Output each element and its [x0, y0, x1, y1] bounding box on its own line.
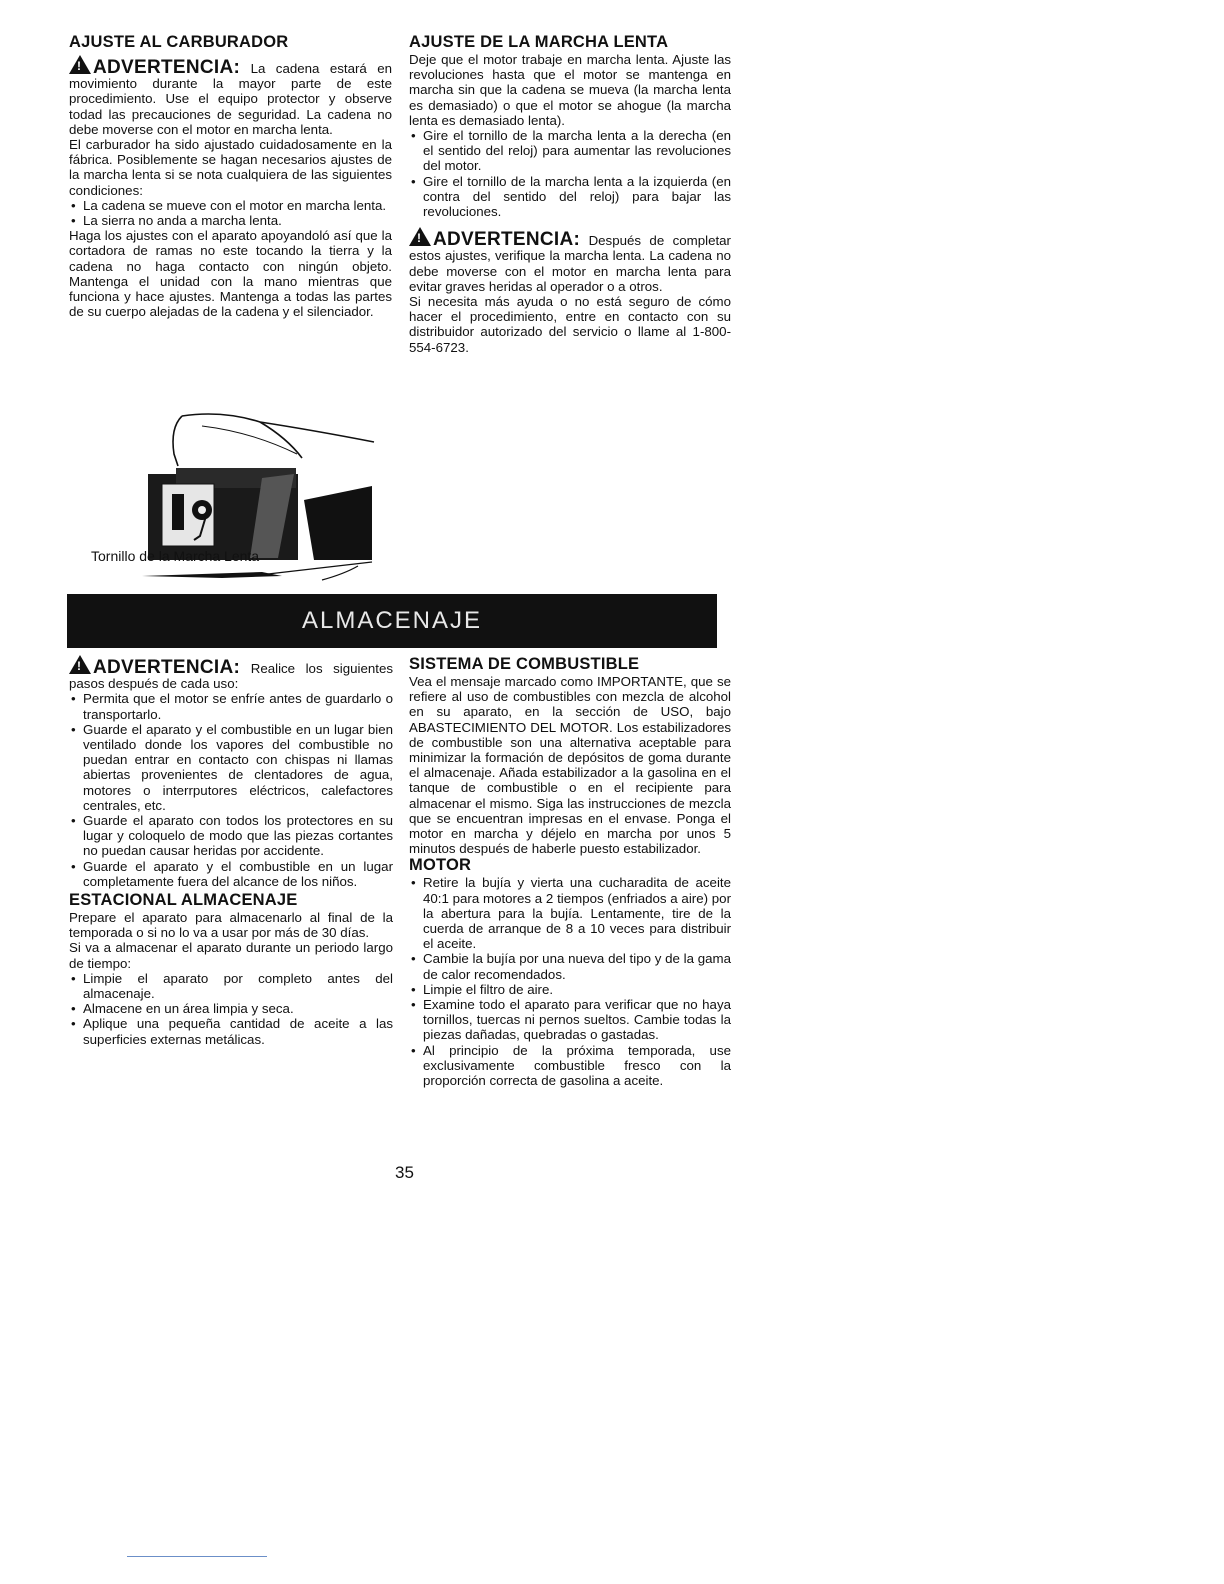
page-number: 35 [395, 1163, 414, 1182]
list-item: • Aplique una pequeña cantidad de aceite a las superficies externas metálicas. [69, 1016, 393, 1046]
fuel-motor-section [409, 655, 731, 1088]
paragraph: Si va a almacenar el aparato durante un periodo largo de tiempo: [69, 940, 393, 971]
list-item: • Al principio de la próxima temporada, use exclusivamente combustible fresco con la proporción correcta de gasolina a aceite. [409, 1043, 731, 1089]
list-item: • Examine todo el aparato para verificar que no haya tornillos, tuercas ni pernos sueltos. Cambie todas la piezas dañadas, quebradas o gastadas. [409, 997, 731, 1043]
warning-label: ADVERTENCIA: [93, 57, 241, 78]
list-item: • Permita que el motor se enfríe antes de guardarlo o transportarlo. [69, 691, 393, 721]
list-item: • Limpie el aparato por completo antes del almacenaje. [69, 971, 393, 1001]
warning-block [409, 227, 731, 294]
motor-list [409, 875, 731, 1088]
footer-rule [127, 1556, 267, 1557]
warning-text: Después de completar estos ajustes, verifique la marcha lenta. La cadena no debe moverse con el motor en marcha lenta para evitar graves heridas al operador o a otros. [409, 233, 731, 294]
motor-heading: MOTOR [409, 856, 472, 875]
paragraph: Si necesita más ayuda o no está seguro de cómo hacer el procedimiento, entre en contacto con su distribuidor autorizado del servicio o llame al 1-800-554-6723. [409, 294, 731, 355]
list-item: • La sierra no anda a marcha lenta. [69, 213, 392, 228]
list-item: • Gire el tornillo de la marcha lenta a la derecha (en el sentido del reloj) para aumentar las revoluciones del motor. [409, 128, 731, 174]
list-item: • Limpie el filtro de aire. [409, 982, 731, 997]
carburetor-section [69, 33, 392, 319]
seasonal-storage-heading: ESTACIONAL ALMACENAJE [69, 891, 298, 910]
warning-label: ADVERTENCIA: [433, 229, 581, 251]
list-item: • Guarde el aparato con todos los protectores en su lugar y coloquelo de modo que las piezas cortantes no puedan causar heridas por accidente. [69, 813, 393, 859]
paragraph: Vea el mensaje marcado como IMPORTANTE, que se refiere al uso de combustibles con mezcla de alcohol en su aparato, en la sección de USO, bajo ABASTECIMIENTO DEL MOTOR. Los estabilizadores de combustible son una alternativa aceptable para minimizar la formación de depósitos de goma durante el almacenaje. Añada estabilizador a la gasolina en el tanque de combustible o en el recipiente para almacenar el mismo. Siga las instrucciones de mezcla que se encuentran impresas en el envase. Ponga el motor en marcha y déjelo en marcha por unos 5 minutos después de haberle puesto estabilizador. [409, 674, 731, 857]
figure-caption: Tornillo de la Marcha Lenta [91, 548, 260, 564]
warning-label: ADVERTENCIA: [93, 657, 241, 678]
warning-text: La cadena estará en movimiento durante la mayor parte de este procedimiento. Use el equipo protector y observe todad las precauciones de seguridad. La cadena no debe moverse con el motor en marcha lenta. [69, 61, 392, 137]
storage-steps-list [69, 691, 393, 889]
list-item: • Guarde el aparato y el combustible en un lugar completamente fuera del alcance de los niños. [69, 859, 393, 889]
paragraph: Prepare el aparato para almacenarlo al final de la temporada o si no lo va a usar por más de 30 días. [69, 910, 393, 941]
fuel-system-heading: SISTEMA DE COMBUSTIBLE [409, 655, 640, 673]
warning-text: Realice los siguientes pasos después de cada uso: [69, 661, 394, 692]
idle-adjust-section [409, 33, 731, 355]
condition-list [69, 198, 392, 228]
warning-triangle-icon [69, 655, 91, 674]
warning-triangle-icon [409, 227, 431, 246]
section-banner: ALMACENAJE [67, 594, 717, 648]
list-item: • Gire el tornillo de la marcha lenta a la izquierda (en contra del sentido del reloj) para bajar las revoluciones. [409, 174, 731, 220]
paragraph: Deje que el motor trabaje en marcha lenta. Ajuste las revoluciones hasta que el motor se mantenga en marcha sin que la cadena se mueva (la marcha lenta es demasiado) o que el motor se ahogue (la marcha lenta es demasiado lenta). [409, 52, 731, 128]
list-item: • La cadena se mueve con el motor en marcha lenta. [69, 198, 392, 213]
storage-section [69, 655, 393, 1047]
list-item: • Guarde el aparato y el combustible en un lugar bien ventilado donde los vapores del combustible no puedan entrar en contacto con chispas ni llamas abiertas provenientes de clentadores de agua, motores o interrputores eléctricos, calefactores centrales, etc. [69, 722, 393, 813]
warning-triangle-icon [69, 55, 91, 74]
adjust-list [409, 128, 731, 219]
list-item: • Almacene en un área limpia y seca. [69, 1001, 393, 1016]
warning-block [69, 655, 393, 691]
seasonal-list [69, 971, 393, 1047]
idle-adjust-heading: AJUSTE DE LA MARCHA LENTA [409, 33, 669, 51]
carburetor-heading: AJUSTE AL CARBURADOR [69, 33, 289, 51]
list-item: • Retire la bujía y vierta una cucharadita de aceite 40:1 para motores a 2 tiempos (enfriados a aire) por la abertura para la bujía. Lentamente, tire de la cuerda de arranque de 8 a 10 veces para distribuir el aceite. [409, 875, 731, 951]
paragraph: Haga los ajustes con el aparato apoyandoló así que la cortadora de ramas no este tocando la tierra y la cadena no haga contacto con ningún objeto. Mantenga el unidad con la mano mientras que funciona y hace ajustes. Mantenga a todas las partes de su cuerpo alejadas de la cadena y el silenciador. [69, 228, 392, 320]
paragraph: El carburador ha sido ajustado cuidadosamente en la fábrica. Posiblemente se hagan necesarios ajustes de la marcha lenta si se nota cualquiera de las siguientes condiciones: [69, 137, 392, 198]
warning-block [69, 55, 392, 137]
list-item: • Cambie la bujía por una nueva del tipo y de la gama de calor recomendados. [409, 951, 731, 981]
